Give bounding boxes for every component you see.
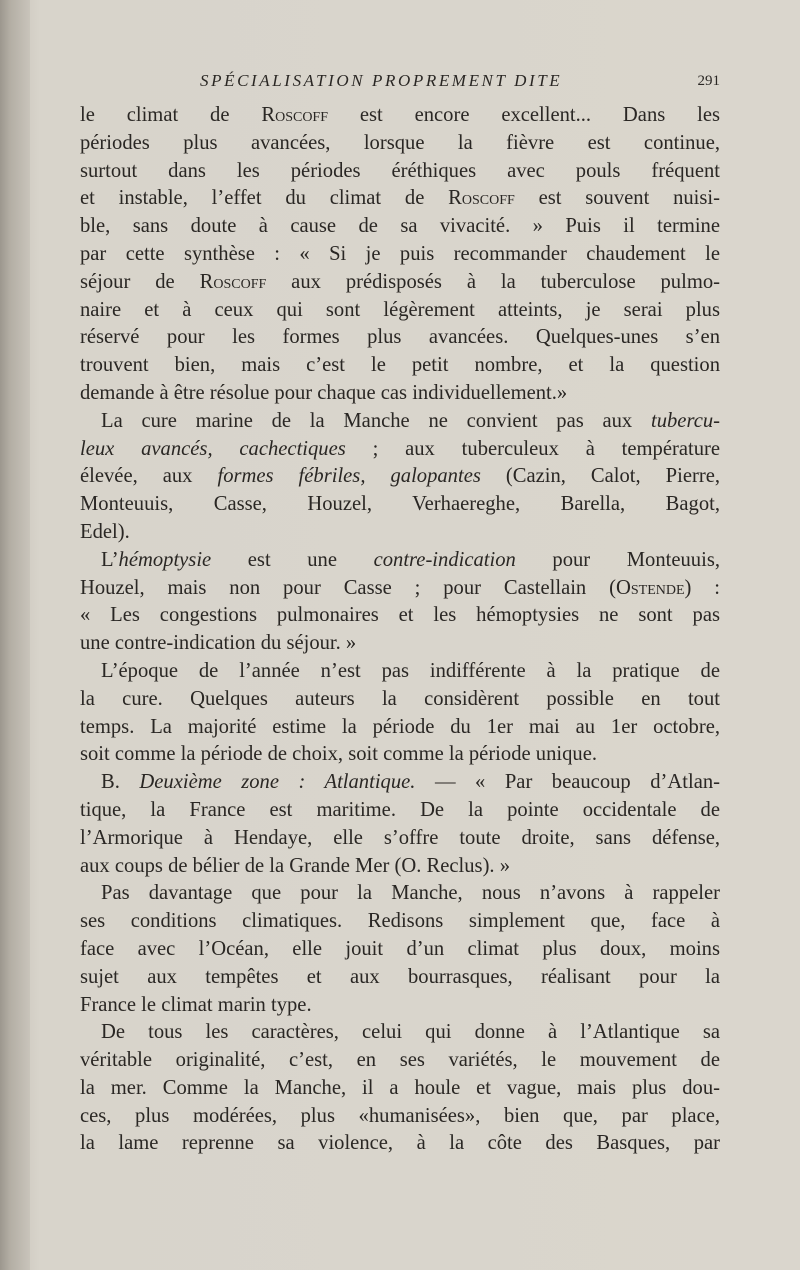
text-run: est une [211,548,374,571]
text-run: périodes plus avancées, lorsque la fièvre est continue, [80,131,720,154]
text-line [80,797,720,825]
italic-text: formes fébriles, galopantes [217,465,481,488]
text-line [80,853,720,881]
text-line [80,992,720,1020]
text-run: demande à être résolue pour chaque cas individuellement.» [80,381,568,404]
text-run: est souvent nuisi- [514,187,720,210]
text-run: Monteuuis, Casse, Houzel, Verhaereghe, Barella, Bagot, [80,493,720,516]
text-line [80,519,720,547]
text-run: sujet aux tempêtes et aux bourrasques, réalisant pour la [80,965,720,988]
text-run: De tous les caractères, celui qui donne à l’Atlantique sa [101,1021,720,1044]
text-run: l’Armorique à Hendaye, elle s’offre toute droite, sans défense, [80,826,720,849]
text-line [80,908,720,936]
text-line [80,1019,720,1047]
text-run: séjour de [80,270,200,293]
text-line [80,408,720,436]
text-run: la mer. Comme la Manche, il a houle et vague, mais plus dou- [80,1076,720,1099]
text-run: — « Par beaucoup d’Atlan- [415,771,720,794]
italic-text: tubercu- [650,409,720,432]
text-run: La cure marine de la Manche ne convient pas aux [101,409,651,432]
text-run: L’ [101,548,119,571]
text-run: ble, sans doute à cause de sa vivacité. » Puis il termine [80,215,720,238]
text-run: aux prédisposés à la tuberculose pulmo- [266,270,721,293]
text-run: ces, plus modérées, plus «humanisées», bien que, par place, [80,1104,720,1127]
text-run: (Cazin, Calot, Pierre, [480,465,721,488]
text-line [80,825,720,853]
text-run: temps. La majorité estime la période du 1er mai au 1er octobre, [80,715,720,738]
text-line [80,769,720,797]
text-line [80,352,720,380]
text-line [80,880,720,908]
text-run: surtout dans les périodes éréthiques avec pouls fréquent [80,159,720,182]
text-line [80,964,720,992]
running-title: SPÉCIALISATION PROPREMENT DITE [200,71,563,90]
text-line [80,1130,720,1158]
text-run: ses conditions climatiques. Redisons simplement que, face à [80,910,720,933]
text-line [80,380,720,408]
text-run: « Les congestions pulmonaires et les hémoptysies ne sont pas [80,604,720,627]
text-line [80,547,720,575]
text-run: est encore excellent... Dans les [328,104,720,126]
text-run: la lame reprenne sa violence, à la côte des Basques, par [80,1132,720,1155]
text-run: soit comme la période de choix, soit comme la période unique. [80,743,597,766]
small-caps-text: Roscoff [448,187,515,210]
text-line [80,602,720,630]
text-line [80,436,720,464]
small-caps-text: Ostende [615,576,685,599]
italic-text: contre-indication [373,548,516,571]
text-line [80,213,720,241]
italic-text: Deuxième zone : Atlantique. [139,771,416,794]
text-line [80,686,720,714]
text-line [80,658,720,686]
italic-text: leux avancés, cachectiques [80,437,346,460]
text-run: la cure. Quelques auteurs la considèrent possible en tout [80,687,720,710]
page-header [80,71,720,95]
text-line [80,1075,720,1103]
text-line [80,297,720,325]
text-line [80,575,720,603]
text-run: ) : [684,576,720,599]
text-line [80,158,720,186]
text-run: naire et à ceux qui sont légèrement atteints, je serai plus [80,298,720,321]
text-line [80,1047,720,1075]
text-run: le climat de [80,104,262,126]
text-run: trouvent bien, mais c’est le petit nombre, et la question [80,354,720,377]
text-run: élevée, aux [80,465,218,488]
text-line [80,241,720,269]
text-run: ; aux tuberculeux à température [345,437,720,460]
italic-text: hémoptysie [118,548,212,571]
text-run: et instable, l’effet du climat de [80,187,449,210]
text-run: aux coups de bélier de la Grande Mer (O. Reclus). » [80,854,511,877]
text-line [80,714,720,742]
text-run: tique, la France est maritime. De la pointe occidentale de [80,798,720,821]
body-text [80,102,720,1158]
text-run: face avec l’Océan, elle jouit d’un climat plus doux, moins [80,937,720,960]
text-run: réservé pour les formes plus avancées. Quelques-unes s’en [80,326,720,349]
text-run: France le climat marin type. [80,993,312,1016]
text-run: L’époque de l’année n’est pas indifférente à la pratique de [101,659,720,682]
text-run: Houzel, mais non pour Casse ; pour Castellain ( [80,576,616,599]
text-line [80,630,720,658]
text-line [80,741,720,769]
text-line [80,102,720,130]
text-line [80,130,720,158]
text-line [80,463,720,491]
text-line [80,491,720,519]
text-line [80,1103,720,1131]
binding-gutter [0,0,30,1270]
small-caps-text: Roscoff [261,104,328,126]
text-line [80,185,720,213]
page-number: 291 [697,73,720,89]
text-run: Pas davantage que pour la Manche, nous n’avons à rappeler [101,882,720,905]
small-caps-text: Roscoff [199,270,267,293]
text-run: une contre-indication du séjour. » [80,632,357,655]
text-line [80,269,720,297]
text-line [80,324,720,352]
text-run: véritable originalité, c’est, en ses variétés, le mouvement de [80,1049,720,1072]
text-run: B. [101,771,140,794]
text-line [80,936,720,964]
text-run: Edel). [80,520,130,543]
text-run: pour Monteuuis, [515,548,720,571]
text-run: par cette synthèse : « Si je puis recommander chaudement le [80,242,720,265]
